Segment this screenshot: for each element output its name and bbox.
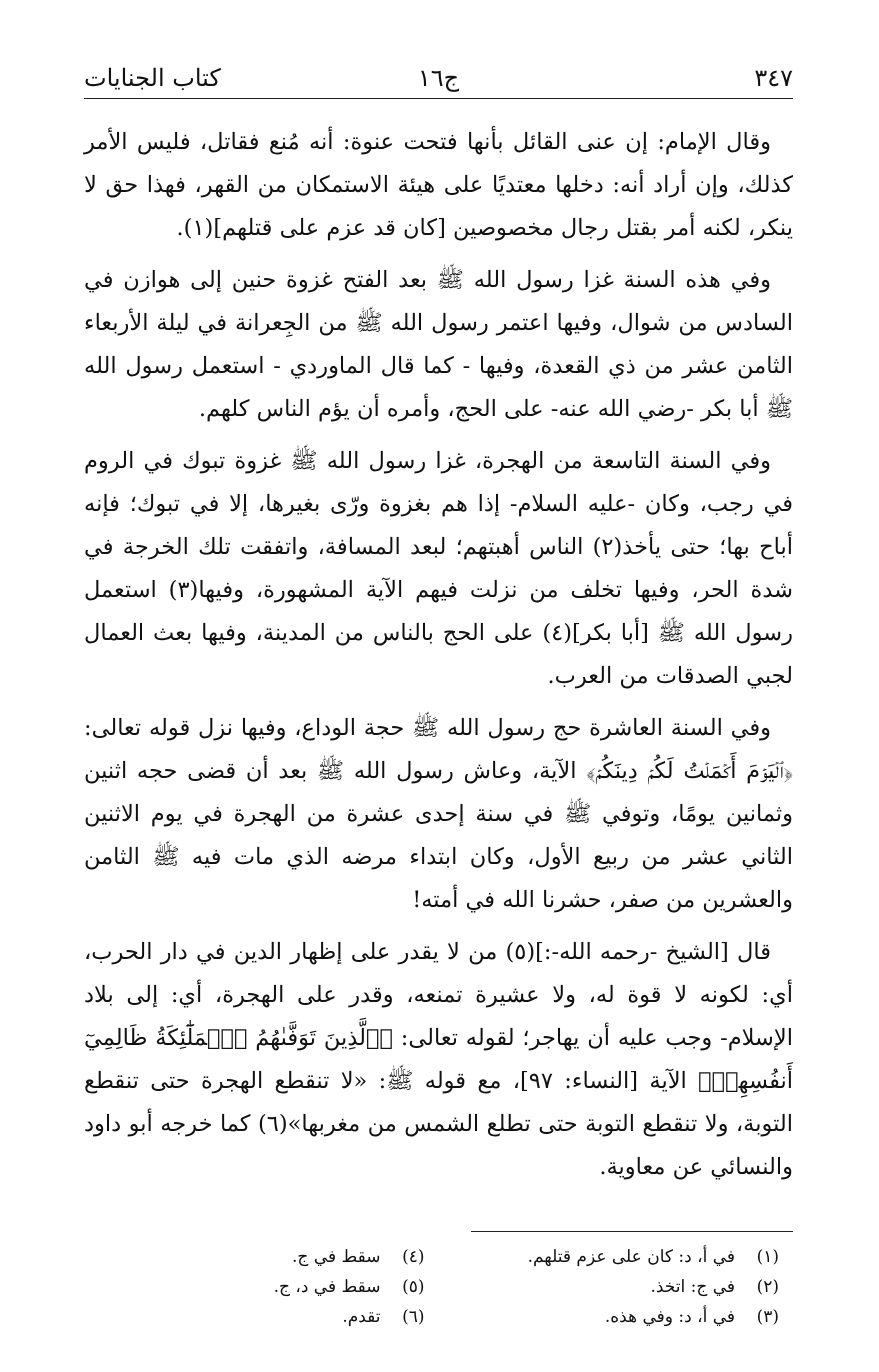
footnote [84,1302,425,1332]
page-number: ٣٤٧ [754,64,793,92]
footnote-text: تقدم. [342,1307,381,1327]
footnote-separator [471,1231,793,1232]
footnotes [84,1242,793,1332]
chapter-title: كتاب الجنايات [84,64,221,92]
footnote-text: سقط في د، ج. [273,1277,381,1297]
volume-label: ج١٦ [417,64,460,92]
footnote [439,1242,780,1272]
footnotes-left-column [84,1242,439,1332]
main-text [84,121,793,1189]
paragraph: وفي هذه السنة غزا رسول الله ﷺ بعد الفتح غزوة حنين إلى هوازن في السادس من شوال، وفيها اعتمر رسول الله ﷺ من الجِعرانة في ليلة الأربعاء الثامن عشر من ذي القعدة، وفيها - كما قال الماوردي - استعمل رسول الله ﷺ أبا بكر -رضي الله عنه- على الحج، وأمره أن يؤم الناس كلهم. [84,267,793,422]
footnotes-right-column [439,1242,794,1332]
paragraph: وفي السنة العاشرة حج رسول الله ﷺ حجة الوداع، وفيها نزل قوله تعالى: ﴿ٱلۡيَوۡمَ أَكۡمَلۡتُ لَكُمۡ دِينَكُمۡ﴾ الآية، وعاش رسول الله ﷺ بعد أن قضى حجه اثنين وثمانين يومًا، وتوفي ﷺ في سنة إحدى عشرة من الهجرة في يوم الاثنين الثاني عشر من ربيع الأول، وكان ابتداء مرضه الذي مات فيه ﷺ الثامن والعشرين من صفر، حشرنا الله في أمته! [84,715,793,913]
footnote-number: (٦) [402,1307,425,1327]
footnote-text: في ج: اتخذ. [650,1277,735,1297]
paragraph: وقال الإمام: إن عنى القائل بأنها فتحت عنوة: أنه مُنع فقاتل، فليس الأمر كذلك، وإن أراد أنه: دخلها معتديًا على هيئة الاستمكان من القهر، فهذا حق لا ينكر، لكنه أمر بقتل رجال مخصوصين [كان قد عزم على قتلهم](١). [84,129,793,241]
footnote-number: (٣) [756,1307,779,1327]
footnote-text: في أ، د: كان على عزم قتلهم. [527,1247,735,1267]
page-header [84,58,793,99]
footnote-number: (١) [756,1247,779,1267]
footnote [84,1242,425,1272]
paragraph: قال [الشيخ -رحمه الله-:](٥) من لا يقدر على إظهار الدين في دار الحرب، أي: لكونه لا قوة له، ولا عشيرة تمنعه، وقدر على الهجرة، أي: إلى بلاد الإسلام- وجب عليه أن يهاجر؛ لقوله تعالى: ﴿ٱلَّذِينَ تَوَفَّىٰهُمُ ٱلۡمَلَٰٓئِكَةُ ظَالِمِيٓ أَنفُسِهِمۡ﴾ الآية [النساء: ٩٧]، مع قوله ﷺ: «لا تنقطع الهجرة حتى تنقطع التوبة، ولا تنقطع التوبة حتى تطلع الشمس من مغربها»(٦) كما خرجه أبو داود والنسائي عن معاوية. [84,939,793,1180]
footnote [439,1302,780,1332]
footnote [439,1272,780,1302]
footnote [84,1272,425,1302]
footnote-text: سقط في ج. [292,1247,381,1267]
footnote-number: (٤) [402,1247,425,1267]
paragraph: وفي السنة التاسعة من الهجرة، غزا رسول الله ﷺ غزوة تبوك في الروم في رجب، وكان -عليه السلام- إذا هم بغزوة ورّى بغيرها، إلا في تبوك؛ فإنه أباح بها؛ حتى يأخذ(٢) الناس أهبتهم؛ لبعد المسافة، واتفقت تلك الخرجة في شدة الحر، وفيها تخلف من نزلت فيهم الآية المشهورة، وفيها(٣) استعمل رسول الله ﷺ [أبا بكر](٤) على الحج بالناس من المدينة، وفيها بعث العمال لجبي الصدقات من العرب. [84,448,793,689]
footnote-number: (٢) [756,1277,779,1297]
footnote-number: (٥) [402,1277,425,1297]
footnote-text: في أ، د: وفي هذه. [604,1307,735,1327]
